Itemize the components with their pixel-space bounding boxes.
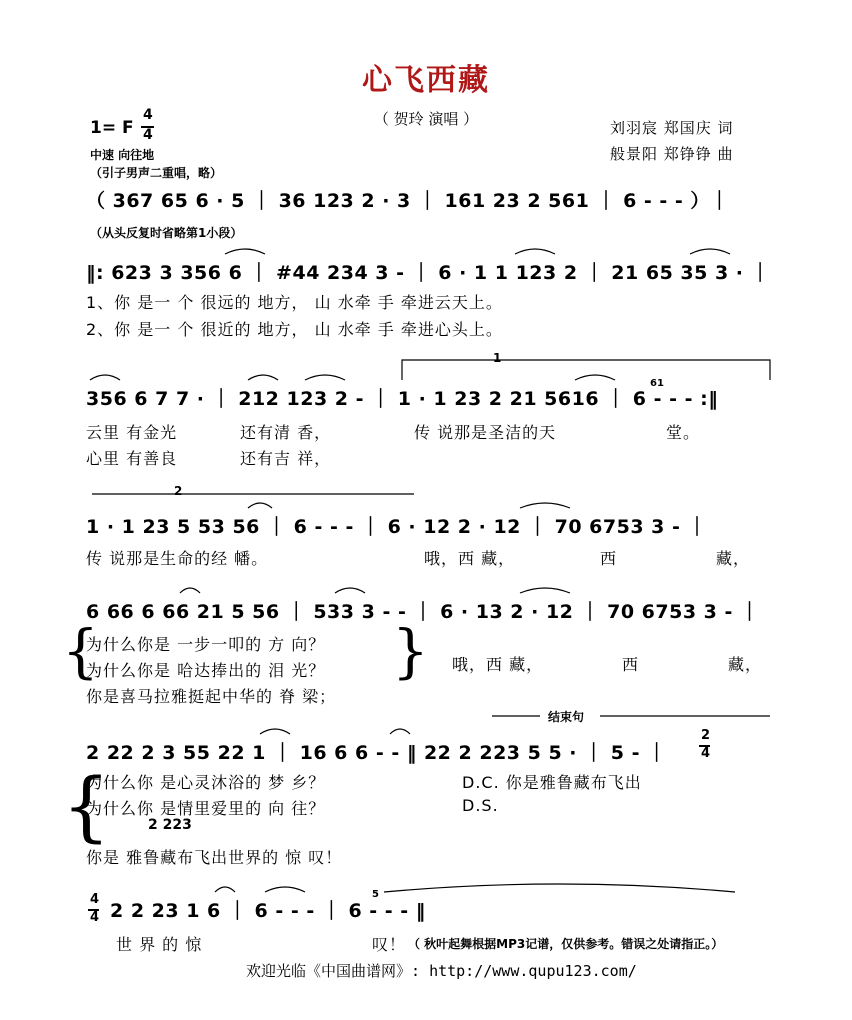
slur-row-6-b [390, 729, 410, 734]
score-row-5: 6 66 6 66 21 5 56 ｜ 533 3 - - ｜ 6 · 13 2 · 12 ｜ 70 6753 3 - ｜ [86, 601, 760, 623]
lyric-row-6-ds: D.S. [462, 796, 499, 815]
lyric-brace-row-6: { [62, 761, 111, 850]
lyric-row-3-d: 堂。 [666, 423, 701, 442]
intro-note: （引子男声二重唱，略） [90, 166, 223, 180]
lyric-row-3-a: 云里 有金光 [86, 423, 178, 442]
lyricist-credit: 刘羽宸 郑国庆 词 [610, 119, 734, 137]
slur-row-2-a [225, 249, 265, 254]
slur-row-5-c [520, 588, 570, 593]
lyric-row-4-d: 藏， [716, 549, 751, 568]
volta-1-label: 1 [493, 351, 502, 365]
lyric-row-4-c: 西 [600, 549, 618, 568]
slur-row-6-a [260, 729, 290, 734]
lyric-row-6-verse-2: 为什么你 是情里爱里的 向 往？ [86, 799, 326, 818]
score-row-4: 1 · 1 23 5 53 56 ｜ 6 - - - ｜ 6 · 12 2 · 12 ｜ 70 6753 3 - ｜ [86, 516, 708, 538]
score-row-1: （ 367 65 6 · 5 ｜ 36 123 2 · 3 ｜ 161 23 2 561 ｜ 6 - - - ）｜ [86, 190, 730, 212]
lyric-row-3-verse-2-b: 还有吉 祥， [240, 449, 332, 468]
composer-credit: 般景阳 郑铮铮 曲 [610, 145, 734, 163]
time-sig-row-7-top: 4 [90, 892, 100, 907]
volta-1-bracket [402, 360, 770, 380]
time-change-bottom: 4 [701, 746, 711, 761]
site-footer: 欢迎光临《中国曲谱网》: http://www.qupu123.com/ [246, 962, 637, 980]
tempo-marking: 中速 向往地 [90, 148, 155, 162]
slur-row-4-a [248, 503, 272, 508]
slur-row-2-b [515, 249, 555, 254]
repeat-note: （从头反复时省略第1小段） [90, 226, 243, 240]
lyric-row-2-verse-2: 2、你 是一 个 很近的 地方， 山 水牵 手 牵进心头上。 [86, 320, 503, 339]
slur-row-3-a [90, 375, 120, 380]
lyric-row-7: 世 界 的 惊 [116, 935, 203, 954]
slur-row-2-c [690, 249, 730, 254]
score-row-3: 356 6 7 7 · ｜ 212 123 2 - ｜ 1 · 1 23 2 21 5616 ｜ 6 - - - :‖ [86, 388, 719, 410]
lyric-row-5-right-b: 西 [622, 655, 640, 674]
lyric-row-2-verse-1: 1、你 是一 个 很远的 地方， 山 水牵 手 牵进云天上。 [86, 293, 503, 312]
ending-label: 结束句 [548, 710, 585, 724]
time-change-top: 2 [701, 728, 711, 743]
slur-row-7-b [265, 887, 305, 892]
slur-row-7-c [384, 884, 735, 892]
lyric-row-5-verse-2: 为什么你是 哈达捧出的 泪 光？ [86, 661, 326, 680]
lyric-row-4-b: 哦，西 藏， [424, 549, 516, 568]
transcriber-note: （ 秋叶起舞根据MP3记谱，仅供参考。错误之处请指正。） [408, 937, 724, 951]
lyric-row-6-verse-3: 你是 雅鲁藏布飞出世界的 惊 叹！ [86, 848, 343, 867]
lyric-brace-right-row-5: } [392, 617, 429, 685]
slur-row-3-c [305, 375, 345, 380]
score-row-7: 2 2 23 1 6 ｜ 6 - - - ｜ 6 - - - ‖ [110, 900, 426, 922]
time-signature-top: 4 [143, 107, 153, 123]
slur-row-3-b [248, 375, 278, 380]
singer-credit: （ 贺玲 演唱 ） [373, 110, 479, 128]
lyric-row-6-verse-1: 为什么你 是心灵沐浴的 梦 乡？ [86, 773, 326, 792]
score-row-2: ‖: 623 3 356 6 ｜ #44 234 3 - ｜ 6 · 1 1 123 2 ｜ 21 65 35 3 · ｜ [86, 262, 771, 284]
time-sig-row-7-bottom: 4 [90, 910, 100, 925]
lyric-row-3-b: 还有清 香， [240, 423, 332, 442]
lyric-row-4-a: 传 说那是生命的经 幡。 [86, 549, 269, 568]
lyric-row-7-end: 叹！ [372, 935, 407, 954]
lyric-brace-row-5: { [62, 617, 99, 685]
slur-row-5-b [335, 588, 365, 593]
lyric-row-3-c: 传 说那是圣洁的天 [414, 423, 557, 442]
song-title: 心飞西藏 [362, 63, 490, 98]
slur-row-7-a [215, 887, 235, 892]
key-signature: 1= F [90, 118, 134, 138]
slur-row-5-a [180, 588, 200, 593]
slur-row-4-b [520, 503, 570, 508]
lyric-row-6-dc: D.C. 你是雅鲁藏布飞出 [462, 773, 642, 792]
lyric-row-5-verse-1: 为什么你是 一步一叩的 方 向？ [86, 635, 326, 654]
volta-2-label: 2 [174, 484, 183, 498]
lyric-row-5-right-c: 藏， [728, 655, 763, 674]
slur-row-3-d [575, 375, 615, 380]
lyric-row-6-inline-notes: 2 223 [148, 817, 192, 833]
lyric-row-3-verse-2-a: 心里 有善良 [86, 449, 178, 468]
score-row-6: 2 22 2 3 55 22 1 ｜ 16 6 6 - - ‖ 22 2 223 5 5 · ｜ 5 - ｜ [86, 742, 667, 764]
lyric-row-5-right-a: 哦，西 藏， [452, 655, 544, 674]
grace-note-row-3: 61 [650, 378, 664, 389]
lyric-row-5-verse-3: 你是喜马拉雅挺起中华的 脊 梁； [86, 687, 337, 706]
time-signature-bottom: 4 [143, 127, 153, 143]
grace-note-row-7: 5 [372, 889, 379, 900]
